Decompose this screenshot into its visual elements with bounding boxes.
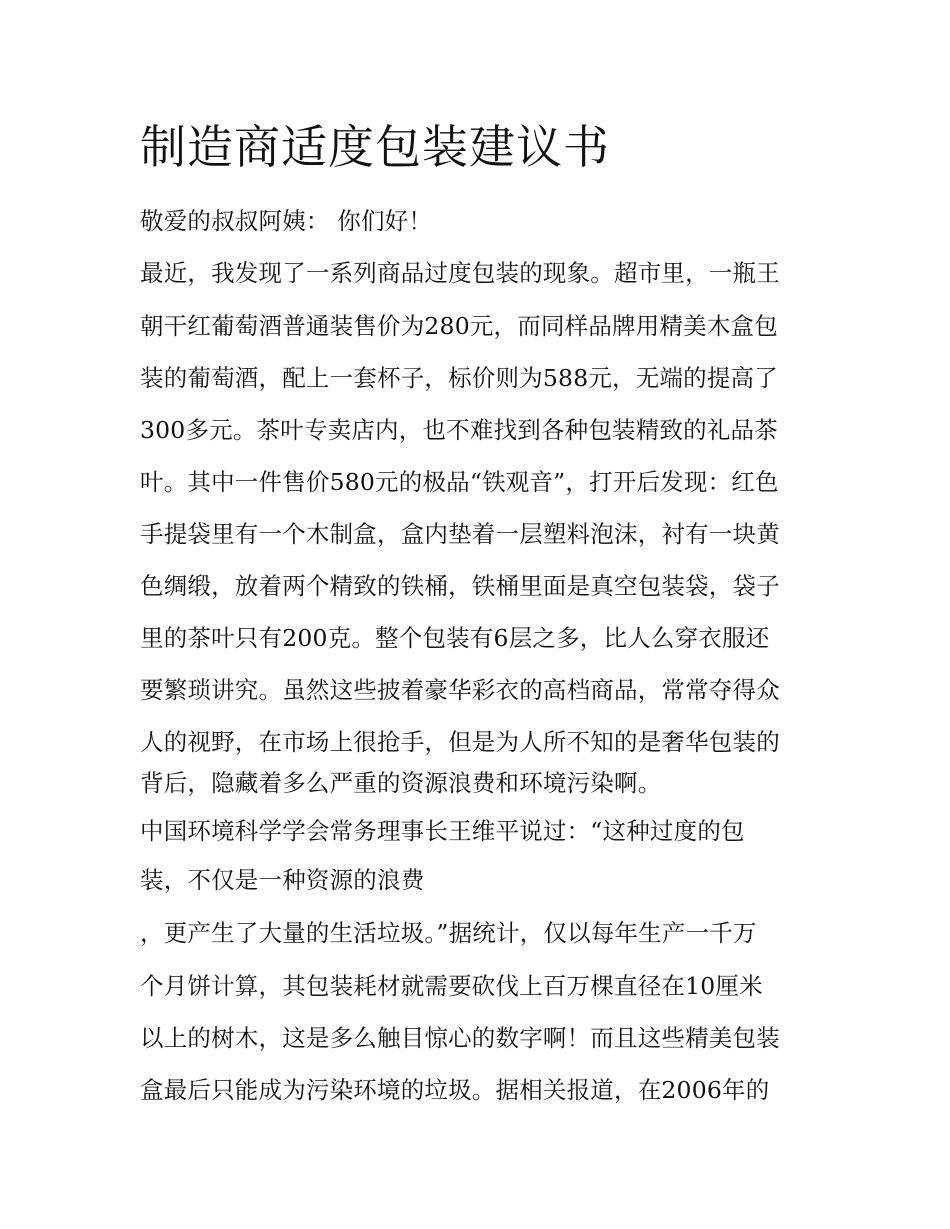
body-line: 朝干红葡萄酒普通装售价为280元，而同样品牌用精美木盒包 [140, 312, 778, 340]
body-line: 装的葡萄酒，配上一套杯子，标价则为588元，无端的提高了 [140, 364, 778, 392]
body-line: 背后，隐藏着多么严重的资源浪费和环境污染啊。 [140, 769, 662, 797]
document-title: 制造商适度包装建议书 [140, 120, 610, 174]
body-line: 叶。其中一件售价580元的极品“铁观音”，打开后发现：红色 [140, 468, 779, 496]
body-line: 装，不仅是一种资源的浪费 [140, 866, 425, 894]
body-line: ，更产生了大量的生活垃圾。”据统计，仅以每年生产一千万 [140, 919, 757, 947]
body-line: 人的视野，在市场上很抢手，但是为人所不知的是奢华包装的 [140, 728, 780, 756]
body-line: 盒最后只能成为污染环境的垃圾。据相关报道，在2006年的 [140, 1076, 770, 1104]
body-line: 以上的树木，这是多么触目惊心的数字啊！而且这些精美包装 [140, 1024, 780, 1052]
body-line: 手提袋里有一个木制盒，盒内垫着一层塑料泡沫，衬有一块黄 [140, 520, 780, 548]
body-line: 里的茶叶只有200克。整个包装有6层之多，比人么穿衣服还 [140, 624, 770, 652]
body-line: 最近，我发现了一系列商品过度包装的现象。超市里，一瓶王 [140, 259, 780, 287]
body-line: 300多元。茶叶专卖店内，也不难找到各种包装精致的礼品茶 [140, 416, 778, 444]
body-line: 色绸缎，放着两个精致的铁桶，铁桶里面是真空包装袋，袋子 [140, 572, 780, 600]
greeting-line: 敬爱的叔叔阿姨： 你们好！ [140, 207, 433, 235]
body-line: 要繁琐讲究。虽然这些披着豪华彩衣的高档商品，常常夺得众 [140, 676, 780, 704]
body-line: 个月饼计算，其包装耗材就需要砍伐上百万棵直径在10厘米 [140, 972, 763, 1000]
body-line: 中国环境科学学会常务理事长王维平说过：“这种过度的包 [140, 817, 745, 845]
